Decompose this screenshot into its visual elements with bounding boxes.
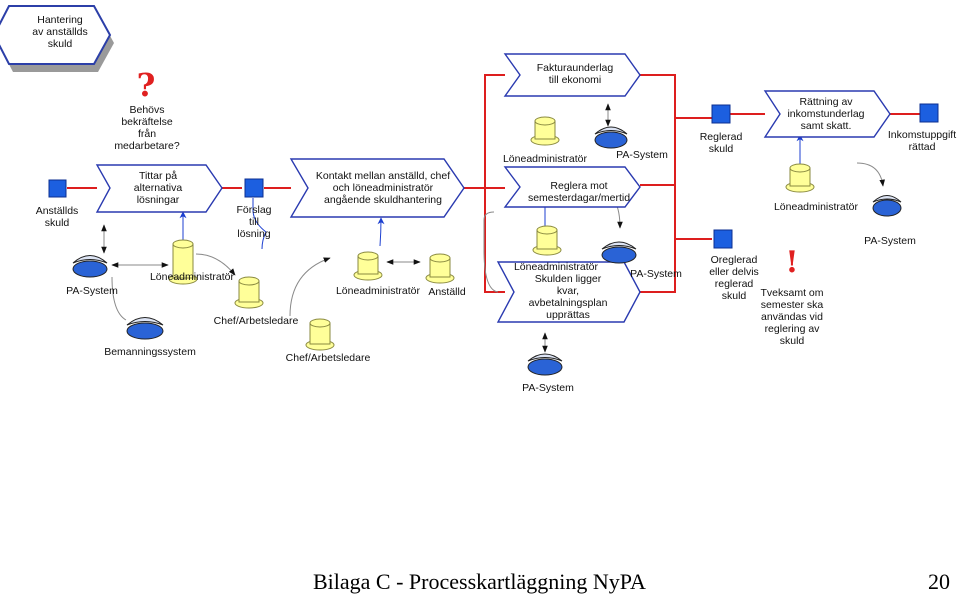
event-inkomstuppgift-label: Inkomstuppgift rättad [887, 129, 957, 153]
role-icon-7 [533, 226, 561, 255]
event-anstallds-skuld-label: Anställds skuld [35, 205, 79, 229]
role-icon-8 [786, 164, 814, 192]
system-label-4: PA-System [630, 268, 682, 280]
question-icon: ? [136, 66, 156, 104]
event-reglerad-label: Reglerad skuld [699, 131, 743, 155]
start-event-label: Hantering av anställds skuld [32, 14, 88, 50]
event-reglerad [712, 105, 730, 123]
system-icon-6 [873, 196, 901, 217]
system-icon-3 [595, 127, 627, 148]
role-label-6: Löneadministratör [502, 153, 588, 165]
system-label-3: PA-System [616, 149, 668, 161]
function-skulden-label: Skulden ligger kvar, avbetalningsplan upprättas [528, 273, 608, 321]
function-fakturaunderlag-label: Fakturaunderlag till ekonomi [536, 62, 614, 86]
note-icons [137, 66, 799, 280]
role-label-5: Anställd [428, 286, 466, 298]
function-tittar-label: Tittar på alternativa lösningar [133, 170, 183, 206]
event-forslag-label: Förslag till lösning [236, 204, 272, 240]
event-oreglerad-label: Oreglerad eller delvis reglerad skuld [709, 254, 759, 302]
role-icon-4 [354, 252, 382, 280]
role-icon-6 [531, 117, 559, 145]
system-icon-2 [127, 318, 163, 340]
role-label-4: Löneadministratör [335, 285, 421, 297]
system-icon-1 [73, 256, 107, 278]
system-label-1: PA-System [66, 285, 118, 297]
footer-title: Bilaga C - Processkartläggning NyPA [313, 569, 646, 594]
event-anstallds-skuld [49, 180, 66, 197]
role-icon-5 [426, 254, 454, 283]
note-behovs-bekraftelse: Behövs bekräftelse från medarbetare? [114, 104, 180, 152]
system-icon-4 [602, 242, 636, 263]
role-label-7: Löneadministratör [513, 261, 599, 273]
role-label-1: Löneadministratör [149, 271, 235, 283]
system-label-2: Bemanningssystem [104, 346, 196, 358]
function-reglera-label: Reglera mot semesterdagar/mertid [527, 180, 631, 204]
event-oreglerad [714, 230, 732, 248]
function-kontakt-label: Kontakt mellan anställd, chef och löneadministratör angående skuldhantering [315, 170, 451, 206]
system-label-5: PA-System [522, 382, 574, 394]
system-icon-5 [528, 354, 562, 375]
role-label-8: Löneadministratör [773, 201, 859, 213]
exclamation-icon: ! [785, 245, 799, 280]
footer-page-number: 20 [928, 569, 950, 594]
system-label-6: PA-System [864, 235, 916, 247]
role-label-2: Chef/Arbetsledare [213, 315, 299, 327]
note-tveksamt: Tveksamt om semester ska användas vid reglering av skuld [760, 287, 824, 347]
role-icon-3 [306, 319, 334, 350]
event-inkomstuppgift [920, 104, 938, 122]
function-rattning-label: Rättning av inkomstunderlag samt skatt. [787, 96, 865, 132]
event-forslag [245, 179, 263, 197]
role-label-3: Chef/Arbetsledare [285, 352, 371, 364]
